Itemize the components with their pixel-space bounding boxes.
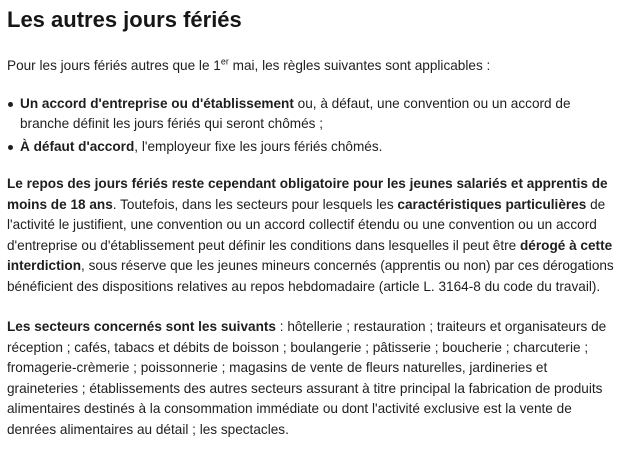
repos-text-2: de l'activité le justifient, une convention ou un accord collectif étendu ou une convention ou un accord d'entreprise ou d'établissement peut définir les conditions dans lesquelles il peut être (7, 196, 606, 253)
list-item-text: , l'employeur fixe les jours fériés chômés. (134, 138, 383, 154)
list-item-bold: Un accord d'entreprise ou d'établissement (20, 95, 294, 111)
intro-superscript: er (220, 56, 229, 67)
repos-bold-2: caractéristiques particulières (397, 196, 587, 212)
list-item (7, 94, 616, 135)
secteurs-bold: Les secteurs concernés sont les suivants (7, 319, 276, 334)
page-title: Les autres jours fériés (7, 7, 242, 32)
repos-bold-1: Le repos des jours fériés reste cependant obligatoire pour les jeunes salariés et apprentis de moins de 18 ans (7, 176, 608, 212)
list-item-bold: À défaut d'accord (20, 138, 135, 154)
repos-paragraph (7, 174, 616, 297)
repos-bold-3: dérogé à cette interdiction (7, 237, 613, 273)
secteurs-text: : hôtellerie ; restauration ; traiteurs et organisateurs de réception ; cafés, tabacs et débits de boisson ; boulangerie ; pâtisserie ; boucherie ; charcuterie ; fromagerie-crèmerie ; poissonnerie ; magasins de vente de fleurs naturelles, jardineries et graineteries ; établissements des autres secteurs assurant à titre principal la fabrication de produits alimentaires destinés à la consommation immédiate ou dont l'activité exclusive est la vente de denrées alimentaires au détail ; les spectacles. (7, 319, 607, 437)
secteurs-paragraph (7, 317, 616, 440)
repos-text-1: . Toutefois, dans les secteurs pour lesquels les (112, 196, 398, 212)
list-item-text: ou, à défaut, une convention ou un accord de branche définit les jours fériés qui seront chômés ; (20, 95, 571, 131)
intro-text-end: mai, les règles suivantes sont applicables : (228, 58, 491, 73)
rules-list (7, 94, 616, 158)
repos-text-3: , sous réserve que les jeunes mineurs concernés (apprentis ou non) par ces dérogations bénéficient des dispositions relatives au repos hebdomadaire (article L. 3164-8 du code du travail). (7, 258, 614, 294)
intro-text-start: Pour les jours fériés autres que le 1 (7, 58, 221, 73)
intro-paragraph (7, 56, 616, 77)
list-item (7, 137, 616, 158)
